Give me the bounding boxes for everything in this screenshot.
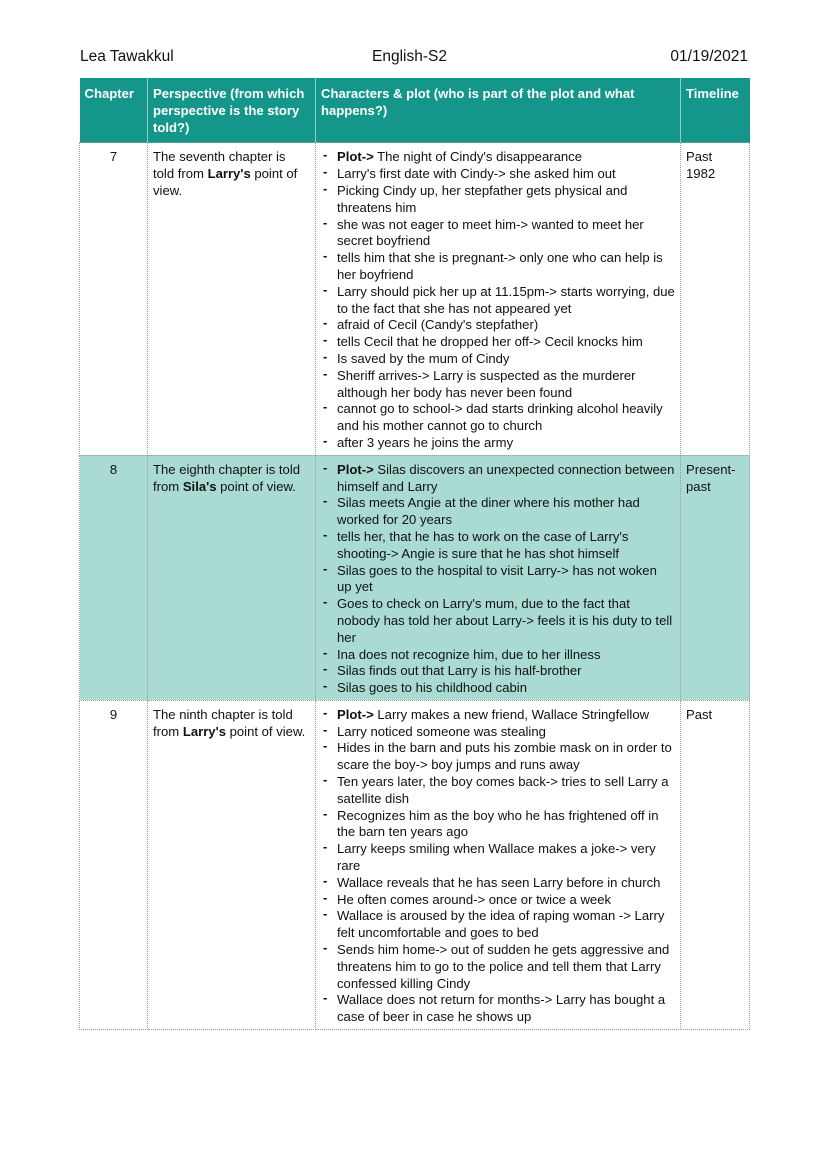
plot-summary-item: - Plot-> The night of Cindy's disappearance xyxy=(321,149,675,166)
timeline-cell: Past 1982 xyxy=(681,143,750,455)
course-name: English-S2 xyxy=(372,48,447,65)
plot-list xyxy=(321,462,675,697)
timeline-cell: Present- past xyxy=(681,455,750,700)
plot-item: - Is saved by the mum of Cindy xyxy=(321,351,675,368)
plot-item: - cannot go to school-> dad starts drinking alcohol heavily and his mother cannot go to church xyxy=(321,401,675,435)
plot-item: - tells Cecil that he dropped her off-> Cecil knocks him xyxy=(321,334,675,351)
chapter-number: 9 xyxy=(80,700,148,1029)
plot-item: - Picking Cindy up, her stepfather gets physical and threatens him xyxy=(321,183,675,217)
plot-item: - Silas meets Angie at the diner where his mother had worked for 20 years xyxy=(321,495,675,529)
plot-item: - Ten years later, the boy comes back-> tries to sell Larry a satellite dish xyxy=(321,774,675,808)
plot-item: - Ina does not recognize him, due to her illness xyxy=(321,647,675,664)
plot-item: - Wallace is aroused by the idea of raping woman -> Larry felt uncomfortable and goes to bed xyxy=(321,908,675,942)
plot-item: - He often comes around-> once or twice a week xyxy=(321,892,675,909)
plot-item: - Larry's first date with Cindy-> she asked him out xyxy=(321,166,675,183)
chapter-number: 7 xyxy=(80,143,148,455)
header-chapter: Chapter xyxy=(80,78,148,143)
header-perspective: Perspective (from which perspective is the story told?) xyxy=(148,78,316,143)
plot-item: - Sheriff arrives-> Larry is suspected as the murderer although her body has never been found xyxy=(321,368,675,402)
plot-cell xyxy=(316,700,681,1029)
plot-item: - Goes to check on Larry's mum, due to the fact that nobody has told her about Larry-> feels it is his duty to tell her xyxy=(321,596,675,646)
plot-item: - tells her, that he has to work on the case of Larry's shooting-> Angie is sure that he has shot himself xyxy=(321,529,675,563)
plot-item: - Silas goes to his childhood cabin xyxy=(321,680,675,697)
plot-item: - Larry noticed someone was stealing xyxy=(321,724,675,741)
plot-cell xyxy=(316,455,681,700)
plot-item: - Larry should pick her up at 11.15pm-> starts worrying, due to the fact that she has not appeared yet xyxy=(321,284,675,318)
table-row xyxy=(80,143,750,455)
table-header-row xyxy=(80,78,750,143)
student-name: Lea Tawakkul xyxy=(80,48,174,65)
header-timeline: Timeline xyxy=(681,78,750,143)
plot-summary-item: - Plot-> Larry makes a new friend, Wallace Stringfellow xyxy=(321,707,675,724)
table-row xyxy=(80,700,750,1029)
document-date: 01/19/2021 xyxy=(670,48,748,65)
plot-item: - after 3 years he joins the army xyxy=(321,435,675,452)
header-characters-plot: Characters & plot (who is part of the plot and what happens?) xyxy=(316,78,681,143)
plot-item: - Wallace reveals that he has seen Larry before in church xyxy=(321,875,675,892)
plot-list xyxy=(321,707,675,1026)
timeline-cell: Past xyxy=(681,700,750,1029)
plot-item: - Sends him home-> out of sudden he gets aggressive and threatens him to go to the police and tell them that Larry confessed killing Cindy xyxy=(321,942,675,992)
plot-item: - afraid of Cecil (Candy's stepfather) xyxy=(321,317,675,334)
plot-item: - tells him that she is pregnant-> only one who can help is her boyfriend xyxy=(321,250,675,284)
document-header xyxy=(80,48,748,72)
perspective-cell: The eighth chapter is told from Sila's point of view. xyxy=(148,455,316,700)
plot-item: - Larry keeps smiling when Wallace makes a joke-> very rare xyxy=(321,841,675,875)
plot-list xyxy=(321,149,675,451)
plot-item: - Silas goes to the hospital to visit Larry-> has not woken up yet xyxy=(321,563,675,597)
table-row xyxy=(80,455,750,700)
chapter-summary-table xyxy=(79,78,750,1030)
perspective-cell: The ninth chapter is told from Larry's point of view. xyxy=(148,700,316,1029)
chapter-number: 8 xyxy=(80,455,148,700)
plot-item: - Silas finds out that Larry is his half-brother xyxy=(321,663,675,680)
plot-item: - Recognizes him as the boy who he has frightened off in the barn ten years ago xyxy=(321,808,675,842)
plot-summary-item: - Plot-> Silas discovers an unexpected connection between himself and Larry xyxy=(321,462,675,496)
plot-cell xyxy=(316,143,681,455)
plot-item: - Hides in the barn and puts his zombie mask on in order to scare the boy-> boy jumps and runs away xyxy=(321,740,675,774)
plot-item: - she was not eager to meet him-> wanted to meet her secret boyfriend xyxy=(321,217,675,251)
plot-item: - Wallace does not return for months-> Larry has bought a case of beer in case he shows up xyxy=(321,992,675,1026)
perspective-cell: The seventh chapter is told from Larry's point of view. xyxy=(148,143,316,455)
